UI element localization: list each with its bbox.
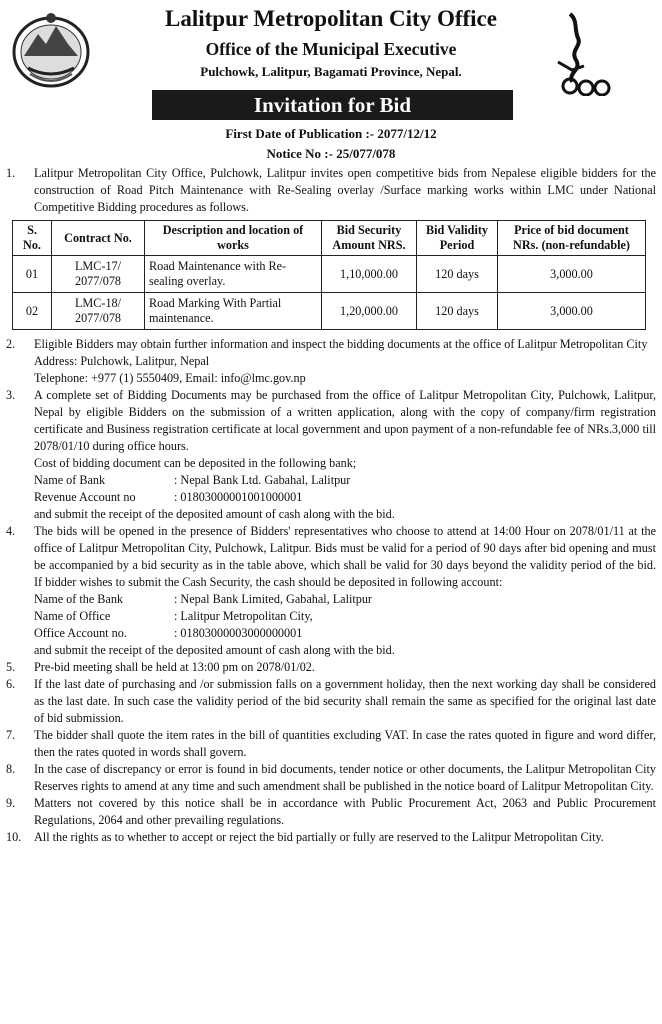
office-subtitle: Office of the Municipal Executive — [205, 39, 457, 59]
publication-date: First Date of Publication :- 2077/12/12 — [225, 126, 437, 141]
cell-sno: 02 — [13, 293, 52, 330]
office-address: Pulchowk, Lalitpur, Bagamati Province, Nepal. — [200, 64, 462, 79]
item-text: All the rights as to whether to accept or reject the bid partially or fully are reserved to the Lalitpur Metropolitan City. — [34, 830, 604, 844]
account-label: Office Account no. — [34, 626, 127, 640]
cell-sno: 01 — [13, 256, 52, 293]
office-label: Name of Office — [34, 609, 111, 623]
item-number: 7. — [6, 728, 16, 742]
cell-validity: 120 days — [417, 256, 498, 293]
table-row — [13, 293, 646, 330]
list-item — [6, 829, 656, 846]
item-number: 5. — [6, 660, 16, 674]
bank-value: : Nepal Bank Limited, Gabahal, Lalitpur — [174, 592, 372, 606]
account-label: Revenue Account no — [34, 490, 136, 504]
col-sno: S. No. — [13, 221, 52, 256]
list-item — [6, 659, 656, 676]
list-item — [6, 387, 656, 523]
cell-price: 3,000.00 — [498, 293, 646, 330]
col-validity: Bid Validity Period — [417, 221, 498, 256]
list-item — [6, 676, 656, 727]
cell-security: 1,10,000.00 — [322, 256, 417, 293]
cell-validity: 120 days — [417, 293, 498, 330]
account-value: : 01803000001001000001 — [174, 490, 303, 504]
list-item — [6, 523, 656, 659]
contact-telephone: Telephone: +977 (1) 5550409, Email: info@lmc.gov.np — [34, 371, 306, 385]
col-security: Bid Security Amount NRS. — [322, 221, 417, 256]
list-item — [6, 165, 656, 216]
table-row — [13, 256, 646, 293]
col-price: Price of bid document NRs. (non-refundable) — [498, 221, 646, 256]
notice-body — [6, 165, 656, 846]
item-number: 9. — [6, 796, 16, 810]
col-description: Description and location of works — [145, 221, 322, 256]
notice-header — [0, 4, 662, 90]
list-item — [6, 336, 656, 387]
cell-description: Road Marking With Partial maintenance. — [145, 293, 322, 330]
notice-number: Notice No :- 25/077/078 — [266, 146, 396, 161]
invitation-banner: Invitation for Bid — [152, 90, 513, 120]
item-number: 2. — [6, 337, 16, 351]
item-text: A complete set of Bidding Documents may be purchased from the office of Lalitpur Metropolitan City, Pulchowk, Lalitpur, Nepal by eligible Bidders on the submission of a written application, along with the copy of company/firm registration certificate and Business registration certificate at local government and upon payment of a non-refundable fee of NRs.3,000 till 2078/01/10 during office hours. — [34, 388, 656, 453]
item-text: The bidder shall quote the item rates in the bill of quantities excluding VAT. In case the rates quoted in figure and word differ, then the rates quoted in words shall govern. — [34, 728, 656, 759]
item-number: 8. — [6, 762, 16, 776]
submit-line: and submit the receipt of the deposited amount of cash along with the bid. — [34, 507, 395, 521]
office-value: : Lalitpur Metropolitan City, — [174, 609, 313, 623]
submit-line: and submit the receipt of the deposited amount of cash along with the bid. — [34, 643, 395, 657]
item-number: 6. — [6, 677, 16, 691]
bank-label: Name of the Bank — [34, 592, 124, 606]
lmc-calligraphy-logo — [548, 10, 620, 96]
table-header-row — [13, 221, 646, 256]
item-text: Matters not covered by this notice shall be in accordance with Public Procurement Act, 2063 and Public Procurement Regulations, 2064 and other prevailing regulations. — [34, 796, 656, 827]
item-text: Lalitpur Metropolitan City Office, Pulchowk, Lalitpur invites open competitive bids from Nepalese eligible bidders for the construction of Road Pitch Maintenance with Re-Sealing overlay /Surface marking works within LMC under National Competitive Bidding procedures as follows. — [34, 166, 656, 214]
item-text: In the case of discrepancy or error is found in bid documents, tender notice or other documents, the Lalitpur Metropolitan City Reserves rights to amend at any time and such amendment shall be published in the notice board of Lalitpur Metropolitan City. — [34, 762, 656, 793]
cell-price: 3,000.00 — [498, 256, 646, 293]
item-text: The bids will be opened in the presence of Bidders' representatives who choose to attend at 14:00 Hour on 2078/01/11 at the office of Lalitpur Metropolitan City, Pulchowk, Lalitpur. Bids must be valid for a period of 90 days after bid opening and must be accompanied by a bid security as in the table above, which shall be valid for 30 days beyond the validity period of the bid. If bidder wishes to submit the Cash Security, the cash should be deposited in following account: — [34, 524, 656, 589]
list-item — [6, 727, 656, 761]
bank-label: Name of Bank — [34, 473, 106, 487]
contact-address: Address: Pulchowk, Lalitpur, Nepal — [34, 354, 210, 368]
list-item — [6, 761, 656, 795]
list-item — [6, 795, 656, 829]
cell-description: Road Maintenance with Re-sealing overlay. — [145, 256, 322, 293]
bid-table — [12, 220, 646, 330]
account-value: : 01803000003000000001 — [174, 626, 303, 640]
cell-contract: LMC-18/ 2077/078 — [52, 293, 145, 330]
cell-contract: LMC-17/ 2077/078 — [52, 256, 145, 293]
item-number: 10. — [6, 830, 22, 844]
bank-value: : Nepal Bank Ltd. Gabahal, Lalitpur — [174, 473, 351, 487]
item-number: 3. — [6, 388, 16, 402]
col-contract: Contract No. — [52, 221, 145, 256]
item-text: If the last date of purchasing and /or submission falls on a government holiday, then the next working day shall be considered as the last date. In such case the validity period of the bid security shall remain the same as specified for the original last date of bid submission. — [34, 677, 656, 725]
item-number: 1. — [6, 166, 16, 180]
cell-security: 1,20,000.00 — [322, 293, 417, 330]
office-title: Lalitpur Metropolitan City Office — [165, 6, 497, 31]
item-text: Pre-bid meeting shall be held at 13:00 pm on 2078/01/02. — [34, 660, 315, 674]
cost-line: Cost of bidding document can be deposited in the following bank; — [34, 456, 357, 470]
item-text: Eligible Bidders may obtain further information and inspect the bidding documents at the office of Lalitpur Metropolitan City — [34, 337, 648, 351]
item-number: 4. — [6, 524, 16, 538]
